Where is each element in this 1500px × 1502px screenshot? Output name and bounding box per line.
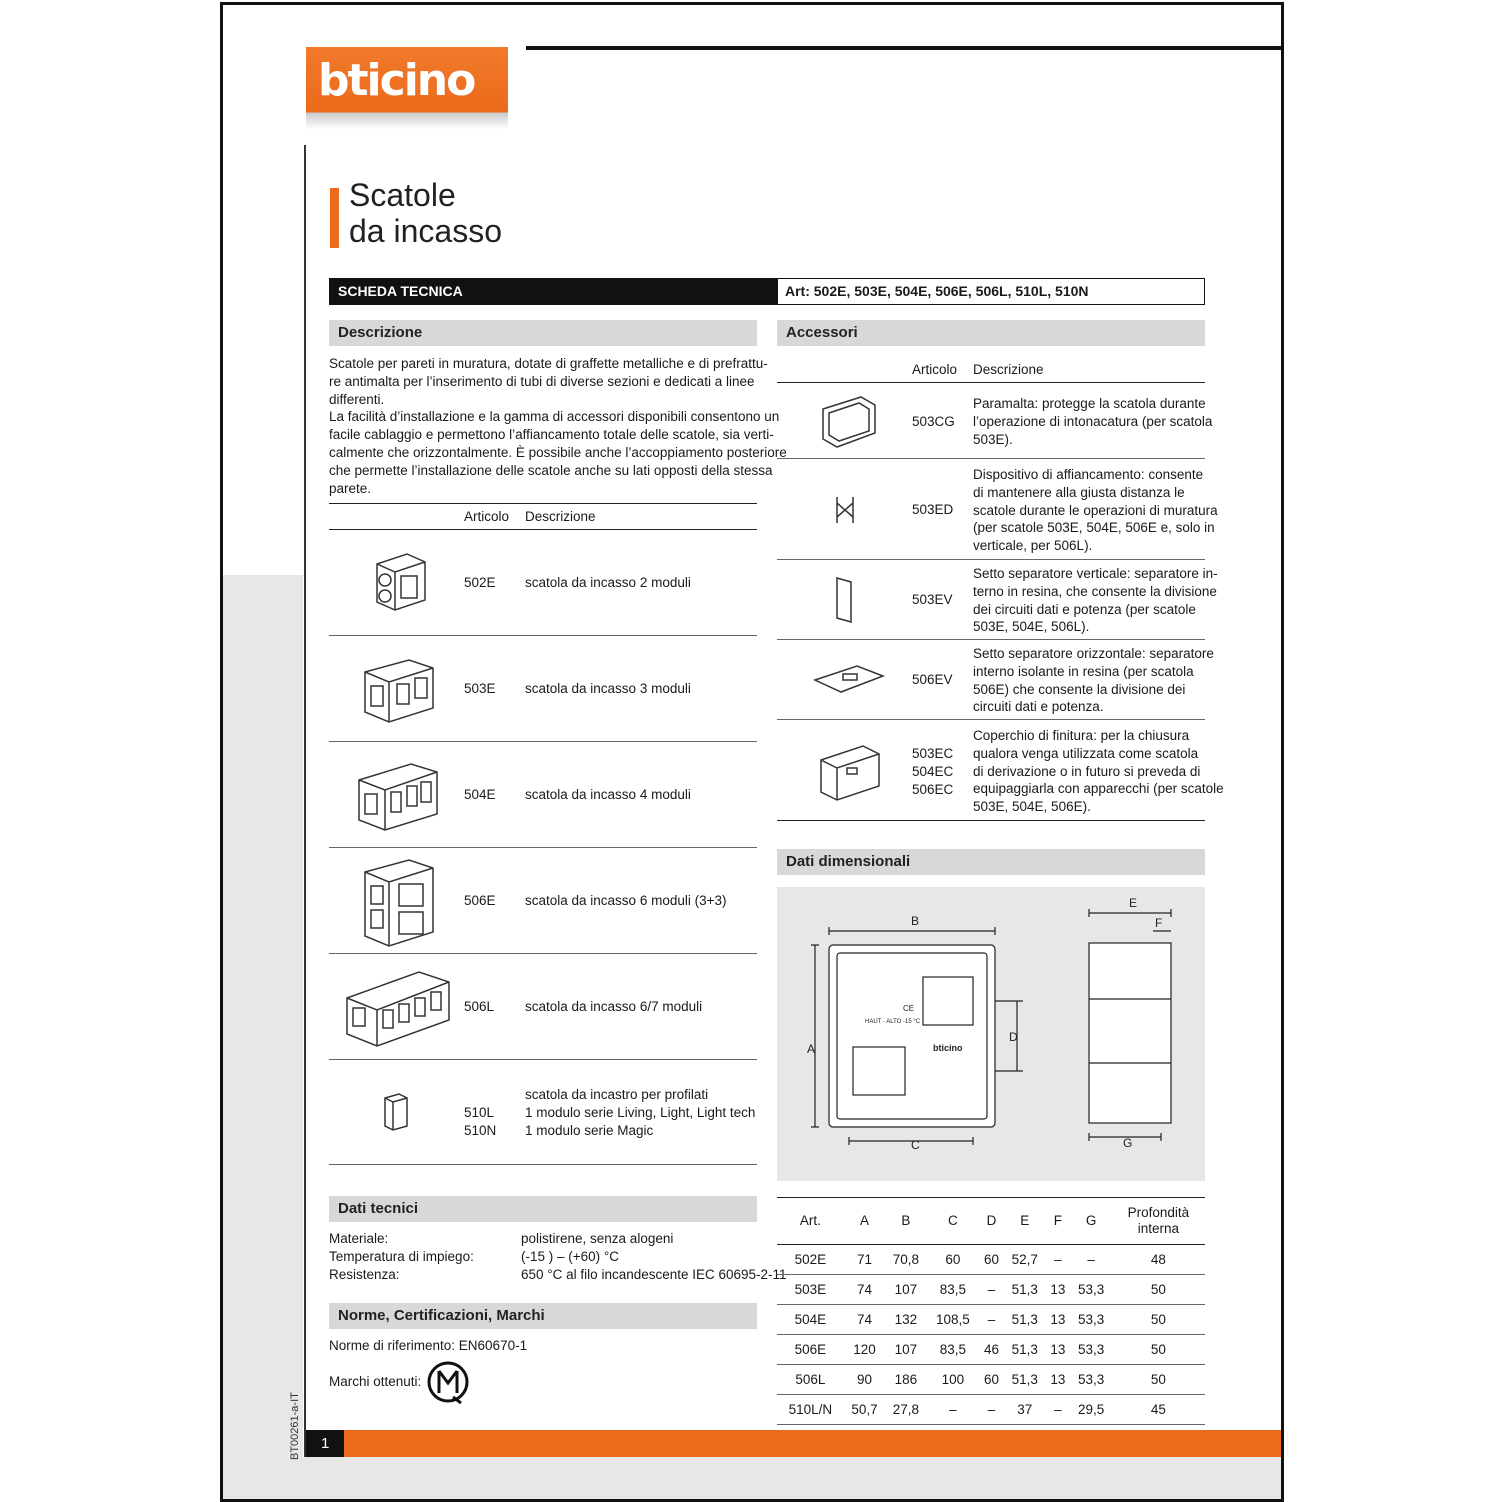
- desc-line: di derivazione o in futuro si preveda di: [973, 763, 1201, 779]
- table-cell: 107: [885, 1275, 926, 1305]
- accessory-code: 503EV: [912, 592, 953, 607]
- table-cell: 510L/N: [777, 1395, 844, 1425]
- page-title: [349, 177, 502, 249]
- article-desc: scatola da incasso 2 moduli: [525, 575, 691, 590]
- table-row: [777, 720, 1224, 821]
- accessory-code: 504EC: [912, 764, 954, 779]
- table-cell: 13: [1045, 1365, 1070, 1395]
- table-cell: 90: [844, 1365, 885, 1395]
- table-cell: 504E: [777, 1305, 844, 1335]
- article-code: 510L: [464, 1105, 495, 1120]
- article-code: 503E: [464, 681, 496, 696]
- desc-line: La facilità d’installazione e la gamma di accessori disponibili consentono un: [329, 409, 780, 425]
- document-code: BT00261-a-IT: [289, 1392, 301, 1460]
- dati-tecnici-heading: Dati tecnici: [329, 1196, 757, 1222]
- col-profondita-2: interna: [1137, 1221, 1180, 1236]
- paramalta-image: [817, 393, 879, 451]
- title-accent: [330, 188, 339, 248]
- spec-value: (-15 ) – (+60) °C: [521, 1249, 620, 1264]
- col-art: Art.: [777, 1198, 844, 1245]
- datasheet-page: [220, 2, 1284, 1502]
- scheda-tecnica-label: SCHEDA TECNICA: [329, 278, 777, 305]
- desc-line: 503E, 504E, 506L).: [973, 619, 1090, 635]
- spec-value: 650 °C al filo incandescente IEC 60695-2-11: [521, 1267, 787, 1282]
- norme-heading: Norme, Certificazioni, Marchi: [329, 1303, 757, 1329]
- col-f: F: [1045, 1198, 1070, 1245]
- accessori-table-header: [777, 357, 1205, 383]
- col-g: G: [1070, 1198, 1111, 1245]
- coperchio-image: [815, 738, 885, 808]
- diagram-brand: bticino: [933, 1043, 963, 1053]
- table-cell: 13: [1045, 1335, 1070, 1365]
- accessory-code: 503EC: [912, 746, 954, 761]
- article-codes: Art: 502E, 503E, 504E, 506E, 506L, 510L, 510N: [777, 278, 1205, 305]
- box-503e-image: [359, 652, 439, 728]
- article-desc: 1 modulo serie Magic: [525, 1123, 654, 1138]
- col-descrizione: Descrizione: [973, 362, 1044, 377]
- col-c: C: [927, 1198, 979, 1245]
- table-row: [329, 848, 757, 954]
- title-line-2: da incasso: [349, 213, 502, 249]
- imq-mark-icon: [425, 1359, 471, 1405]
- title-line-1: Scatole: [349, 177, 456, 213]
- table-cell: 506L: [777, 1365, 844, 1395]
- col-descrizione: Descrizione: [525, 509, 596, 524]
- table-cell: 60: [979, 1245, 1004, 1275]
- accessory-code: 503CG: [912, 414, 955, 429]
- accessory-desc: [973, 645, 1214, 716]
- desc-line: differenti.: [329, 391, 385, 407]
- spec-key: Resistenza:: [329, 1267, 400, 1282]
- article-desc: scatola da incasso 6/7 moduli: [525, 999, 703, 1014]
- table-cell: 70,8: [885, 1245, 926, 1275]
- table-cell: –: [1070, 1245, 1111, 1275]
- col-profondita-1: Profondità: [1127, 1205, 1190, 1220]
- spec-key: Materiale:: [329, 1231, 389, 1246]
- col-articolo: Articolo: [464, 509, 510, 524]
- table-cell: 45: [1112, 1395, 1205, 1425]
- desc-line: qualora venga utilizzata come scatola: [973, 745, 1199, 761]
- articoli-table-header: [329, 503, 757, 530]
- table-cell: 83,5: [927, 1335, 979, 1365]
- desc-line: terno in resina, che consente la divisione: [973, 583, 1217, 599]
- table-row: [777, 1275, 1205, 1305]
- table-cell: 503E: [777, 1275, 844, 1305]
- table-cell: 71: [844, 1245, 885, 1275]
- table-cell: 51,3: [1004, 1365, 1045, 1395]
- article-code: 510N: [464, 1123, 497, 1138]
- header-rule: [526, 46, 1284, 50]
- desc-line: di mantenere alla giusta distanza le: [973, 484, 1185, 500]
- dim-label-g: G: [1123, 1136, 1133, 1150]
- desc-line: che permette l’installazione delle scatole anche su lati opposti della stessa: [329, 462, 773, 478]
- setto-verticale-image: [833, 574, 857, 626]
- table-cell: –: [1045, 1395, 1070, 1425]
- article-code: 506L: [464, 999, 495, 1014]
- article-desc: 1 modulo serie Living, Light, Light tech: [525, 1105, 756, 1120]
- col-b: B: [885, 1198, 926, 1245]
- side-band: [223, 575, 303, 1499]
- desc-line: Setto separatore orizzontale: separatore: [973, 646, 1214, 661]
- table-row: [777, 1335, 1205, 1365]
- table-cell: 60: [979, 1365, 1004, 1395]
- table-cell: 51,3: [1004, 1305, 1045, 1335]
- accessori-heading: Accessori: [777, 320, 1205, 346]
- diagram-haut: HAUT - ALTO: [865, 1019, 902, 1025]
- table-row: [777, 459, 1218, 560]
- table-cell: 37: [1004, 1395, 1045, 1425]
- desc-line: 503E).: [973, 431, 1013, 447]
- table-cell: –: [927, 1395, 979, 1425]
- dim-label-a: A: [807, 1042, 816, 1056]
- box-510-image: [379, 1090, 413, 1134]
- col-profondita: [1112, 1198, 1205, 1245]
- box-506l-image: [343, 964, 453, 1052]
- spec-key: Temperatura di impiego:: [329, 1249, 474, 1264]
- desc-line: re antimalta per l’inserimento di tubi di diverse sezioni e dedicati a linee: [329, 373, 755, 389]
- margin-rule: [304, 145, 306, 1457]
- page-number: 1: [306, 1430, 344, 1457]
- bticino-logo: bticino: [306, 47, 508, 129]
- descrizione-text: [329, 355, 787, 497]
- table-cell: 46: [979, 1335, 1004, 1365]
- table-row: [329, 1060, 757, 1165]
- table-cell: 83,5: [927, 1275, 979, 1305]
- dim-label-d: D: [1009, 1030, 1018, 1044]
- article-desc: scatola da incasso 4 moduli: [525, 787, 691, 802]
- table-cell: 13: [1045, 1275, 1070, 1305]
- article-code: 504E: [464, 787, 496, 802]
- table-cell: 51,3: [1004, 1275, 1045, 1305]
- dati-dimensionali-heading: Dati dimensionali: [777, 849, 1205, 875]
- table-cell: 60: [927, 1245, 979, 1275]
- article-code: 506E: [464, 893, 496, 908]
- table-cell: –: [979, 1395, 1004, 1425]
- table-cell: 74: [844, 1305, 885, 1335]
- bottom-band: [223, 1457, 1281, 1499]
- table-cell: –: [979, 1305, 1004, 1335]
- desc-line: Setto separatore verticale: separatore in-: [973, 566, 1218, 581]
- article-code: 502E: [464, 575, 496, 590]
- dim-label-b: B: [911, 914, 920, 928]
- accessory-desc: [973, 395, 1213, 448]
- article-desc: scatola da incasso 6 moduli (3+3): [525, 893, 727, 908]
- table-row: [777, 1305, 1205, 1335]
- desc-line: parete.: [329, 480, 372, 496]
- table-cell: 48: [1112, 1245, 1205, 1275]
- table-row: [329, 636, 757, 742]
- col-a: A: [844, 1198, 885, 1245]
- table-cell: 13: [1045, 1305, 1070, 1335]
- desc-line: dei circuiti dati e potenza (per scatole: [973, 601, 1196, 617]
- article-desc: scatola da incastro per profilati: [525, 1087, 709, 1102]
- desc-line: l’operazione di intonacatura (per scatola: [973, 413, 1213, 429]
- dim-label-c: C: [911, 1138, 920, 1152]
- table-cell: 50: [1112, 1335, 1205, 1365]
- table-cell: 108,5: [927, 1305, 979, 1335]
- table-cell: 53,3: [1070, 1365, 1111, 1395]
- table-cell: 132: [885, 1305, 926, 1335]
- footer-bar: [306, 1430, 1281, 1457]
- setto-orizzontale-image: [811, 660, 887, 700]
- table-row: [777, 1395, 1205, 1425]
- dimension-table: [777, 1197, 1205, 1425]
- box-506e-image: [359, 854, 439, 950]
- spec-value: polistirene, senza alogeni: [521, 1231, 674, 1246]
- desc-line: calmente che orizzontalmente. È possibile anche l’accoppiamento posteriore: [329, 444, 787, 460]
- table-row: [329, 742, 757, 848]
- marchi-label: Marchi ottenuti:: [329, 1374, 422, 1389]
- desc-line: interno isolante in resina (per scatola: [973, 663, 1194, 679]
- accessory-code: 506EC: [912, 782, 954, 797]
- box-504e-image: [355, 756, 441, 836]
- desc-line: Dispositivo di affiancamento: consente: [973, 467, 1204, 482]
- accessory-desc: [973, 565, 1218, 636]
- table-cell: 50: [1112, 1305, 1205, 1335]
- desc-line: scatole durante le operazioni di muratura: [973, 502, 1218, 518]
- accessory-desc: [973, 466, 1218, 555]
- dispositivo-affiancamento-image: [833, 493, 857, 527]
- table-row: [777, 640, 1214, 720]
- col-e: E: [1004, 1198, 1045, 1245]
- desc-line: 503E, 504E, 506E).: [973, 799, 1091, 815]
- table-row: [777, 383, 1213, 459]
- dimension-body: [777, 1245, 1205, 1425]
- table-cell: 53,3: [1070, 1335, 1111, 1365]
- table-row: [777, 1365, 1205, 1395]
- table-cell: 29,5: [1070, 1395, 1111, 1425]
- diagram-ce: CE: [903, 1004, 915, 1013]
- table-cell: –: [979, 1275, 1004, 1305]
- desc-line: (per scatole 503E, 504E, 506E e, solo in: [973, 520, 1215, 536]
- table-cell: 50: [1112, 1275, 1205, 1305]
- table-cell: 506E: [777, 1335, 844, 1365]
- table-cell: –: [1045, 1245, 1070, 1275]
- dim-label-e: E: [1129, 896, 1138, 910]
- col-articolo: Articolo: [912, 362, 958, 377]
- diagram-temp: -15 °C: [903, 1019, 921, 1025]
- table-cell: 502E: [777, 1245, 844, 1275]
- dim-label-f: F: [1155, 916, 1163, 930]
- dimension-drawing: [777, 887, 1205, 1181]
- table-cell: 50,7: [844, 1395, 885, 1425]
- table-cell: 53,3: [1070, 1305, 1111, 1335]
- table-cell: 51,3: [1004, 1335, 1045, 1365]
- desc-line: verticale, per 506L).: [973, 538, 1093, 554]
- table-cell: 100: [927, 1365, 979, 1395]
- accessory-code: 506EV: [912, 672, 953, 687]
- table-cell: 52,7: [1004, 1245, 1045, 1275]
- table-cell: 186: [885, 1365, 926, 1395]
- table-cell: 120: [844, 1335, 885, 1365]
- box-502e-image: [365, 548, 435, 618]
- dimension-diagram: [777, 887, 1205, 1181]
- table-row: [777, 1245, 1205, 1275]
- desc-line: facile cablaggio e permettono l’affiancamento totale delle scatole, sia verti-: [329, 427, 774, 443]
- article-desc: scatola da incasso 3 moduli: [525, 681, 691, 696]
- accessory-code: 503ED: [912, 502, 954, 517]
- table-cell: 107: [885, 1335, 926, 1365]
- table-row: [329, 954, 757, 1060]
- table-row: [777, 560, 1218, 640]
- dimension-header-row: [777, 1198, 1205, 1245]
- norme-riferimento: Norme di riferimento: EN60670-1: [329, 1338, 528, 1353]
- accessory-desc: [973, 727, 1224, 816]
- desc-line: Scatole per pareti in muratura, dotate di graffette metalliche e di prefrattu-: [329, 356, 768, 371]
- desc-line: equipaggiarla con apparecchi (per scatole: [973, 781, 1224, 797]
- table-cell: 27,8: [885, 1395, 926, 1425]
- desc-line: Coperchio di finitura: per la chiusura: [973, 728, 1190, 743]
- table-row: [329, 530, 757, 636]
- table-cell: 50: [1112, 1365, 1205, 1395]
- table-cell: 53,3: [1070, 1275, 1111, 1305]
- descrizione-heading: Descrizione: [329, 320, 757, 346]
- desc-line: circuiti dati e potenza.: [973, 699, 1104, 715]
- table-cell: 74: [844, 1275, 885, 1305]
- desc-line: Paramalta: protegge la scatola durante: [973, 396, 1206, 411]
- col-d: D: [979, 1198, 1004, 1245]
- desc-line: 506E) che consente la divisione dei: [973, 681, 1186, 697]
